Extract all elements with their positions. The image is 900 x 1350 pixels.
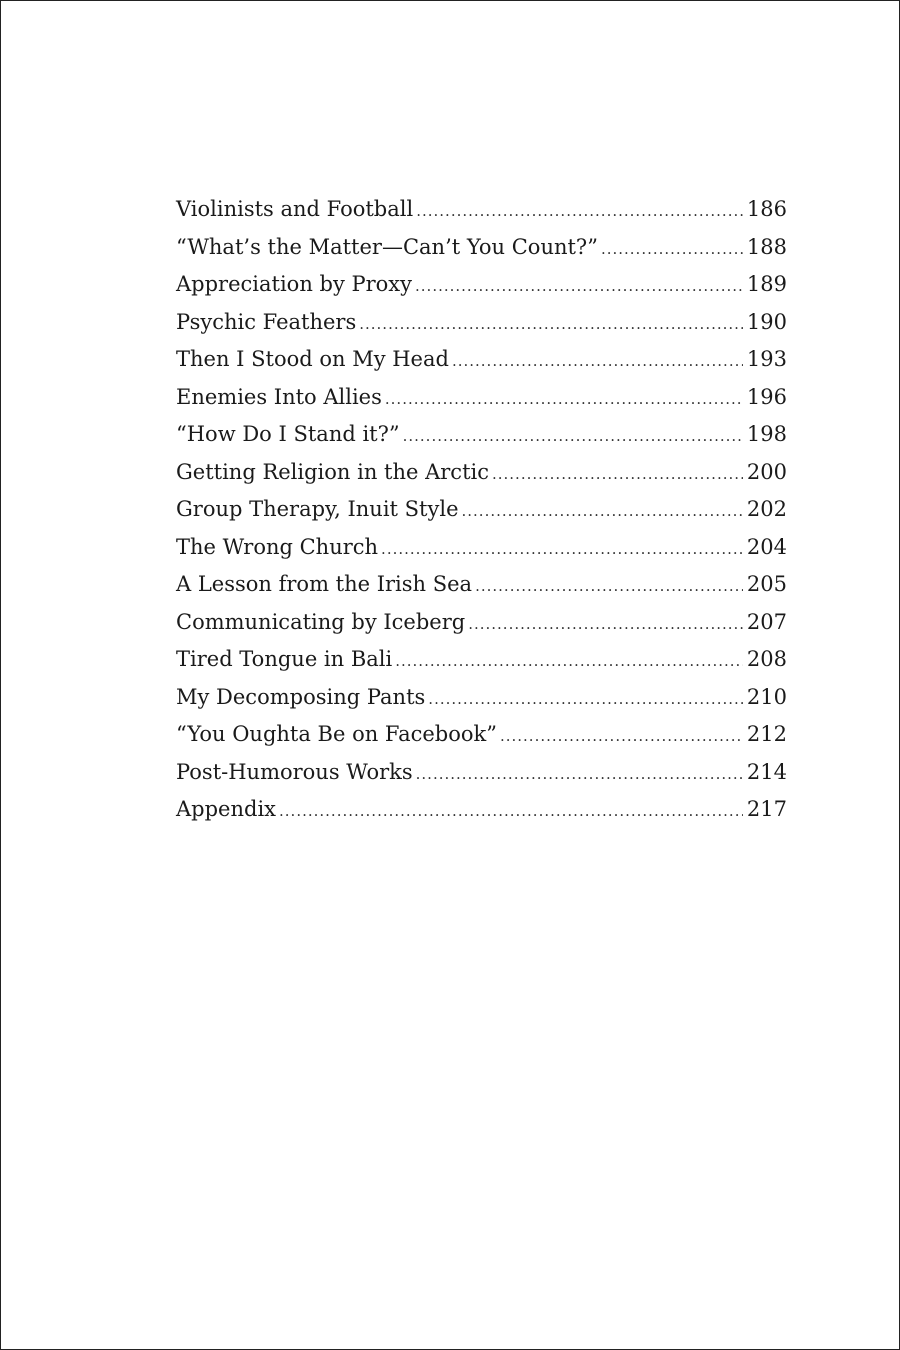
- toc-dot-leader: [403, 427, 743, 445]
- toc-entry: [176, 572, 787, 610]
- toc-entry-title: Group Therapy, Inuit Style: [176, 497, 459, 521]
- toc-entry: [176, 197, 787, 235]
- table-of-contents: [176, 197, 787, 835]
- toc-entry-page: 200: [746, 459, 787, 484]
- toc-dot-leader: [416, 765, 743, 783]
- toc-entry-page: 189: [746, 272, 787, 296]
- toc-entry-page: 188: [746, 234, 787, 259]
- toc-entry-page: 217: [746, 797, 787, 821]
- toc-dot-leader: [381, 540, 743, 558]
- toc-entry-title: Communicating by Iceberg: [176, 609, 466, 634]
- toc-entry: [176, 235, 787, 273]
- toc-entry: [176, 685, 787, 723]
- toc-dot-leader: [500, 727, 743, 745]
- toc-entry: [176, 647, 787, 685]
- toc-entry: [176, 797, 787, 835]
- toc-entry-title: A Lesson from the Irish Sea: [176, 572, 473, 596]
- toc-entry-title: Appreciation by Proxy: [176, 272, 413, 296]
- toc-dot-leader: [601, 240, 743, 258]
- toc-entry-page: 196: [746, 384, 787, 409]
- toc-entry-page: 198: [746, 422, 787, 446]
- toc-entry-title: Getting Religion in the Arctic: [176, 459, 489, 484]
- toc-dot-leader: [279, 802, 743, 820]
- toc-entry-title: Enemies Into Allies: [176, 384, 382, 409]
- toc-dot-leader: [416, 202, 743, 220]
- toc-entry-page: 186: [746, 197, 787, 221]
- toc-entry-title: “How Do I Stand it?”: [176, 422, 400, 446]
- toc-entry: [176, 347, 787, 385]
- toc-entry-page: 190: [746, 309, 787, 334]
- toc-dot-leader: [428, 690, 743, 708]
- toc-entry: [176, 760, 787, 798]
- toc-entry-page: 214: [746, 759, 787, 784]
- toc-entry: [176, 310, 787, 348]
- toc-dot-leader: [415, 277, 743, 295]
- toc-dot-leader: [475, 577, 743, 595]
- toc-entry-title: “What’s the Matter—Can’t You Count?”: [176, 234, 598, 259]
- toc-entry-page: 207: [746, 609, 787, 634]
- toc-dot-leader: [359, 315, 743, 333]
- toc-entry-page: 208: [746, 647, 787, 671]
- toc-dot-leader: [452, 352, 743, 370]
- toc-entry-title: Psychic Feathers: [176, 309, 357, 334]
- toc-entry-title: Post-Humorous Works: [176, 759, 413, 784]
- toc-entry-title: Tired Tongue in Bali: [176, 647, 393, 671]
- toc-entry-title: Violinists and Football: [176, 197, 414, 221]
- toc-entry-page: 204: [746, 534, 787, 559]
- toc-entry-title: My Decomposing Pants: [176, 684, 426, 709]
- toc-entry-page: 205: [746, 572, 787, 596]
- toc-entry: [176, 460, 787, 498]
- toc-dot-leader: [492, 465, 743, 483]
- toc-entry-page: 202: [746, 497, 787, 521]
- toc-entry: [176, 610, 787, 648]
- toc-entry-page: 212: [746, 722, 787, 746]
- toc-dot-leader: [385, 390, 743, 408]
- toc-entry: [176, 272, 787, 310]
- toc-entry: [176, 535, 787, 573]
- toc-entry: [176, 385, 787, 423]
- toc-dot-leader: [468, 615, 743, 633]
- toc-entry-title: Appendix: [176, 797, 277, 821]
- toc-dot-leader: [395, 652, 743, 670]
- toc-entry-page: 210: [746, 684, 787, 709]
- toc-entry-page: 193: [746, 347, 787, 371]
- toc-entry: [176, 497, 787, 535]
- toc-entry-title: Then I Stood on My Head: [176, 347, 449, 371]
- toc-entry: [176, 422, 787, 460]
- toc-entry-title: “You Oughta Be on Facebook”: [176, 722, 497, 746]
- toc-entry-title: The Wrong Church: [176, 534, 379, 559]
- toc-dot-leader: [462, 502, 743, 520]
- toc-entry: [176, 722, 787, 760]
